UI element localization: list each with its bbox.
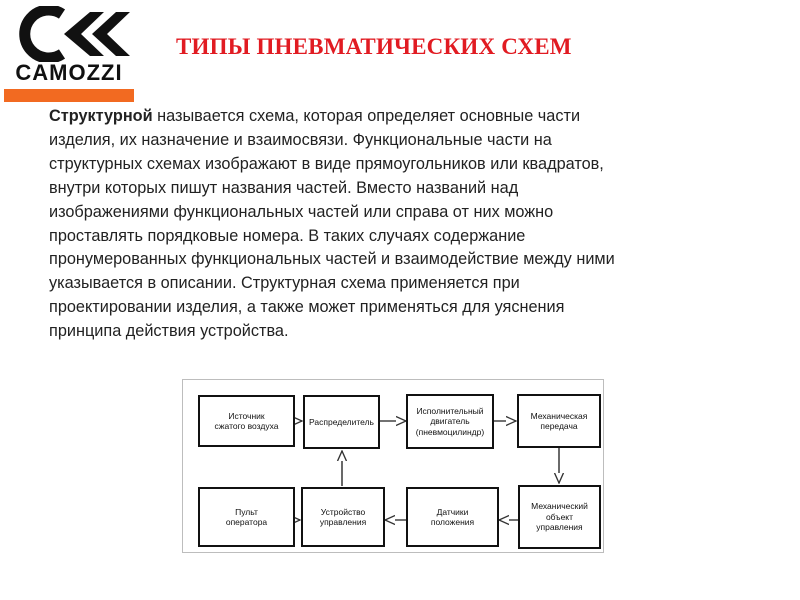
block-mechanical-controlled-object: Механический объект управления <box>518 485 601 549</box>
camozzi-emblem-icon <box>4 6 134 62</box>
paragraph-line: называется схема, которая определяет основные части <box>152 107 581 125</box>
camozzi-logo-text: CAMOZZI <box>15 60 123 85</box>
paragraph-line: проставлять порядковые номера. В таких случаях содержание <box>49 226 526 245</box>
block-position-sensors: Датчики положения <box>406 487 499 547</box>
camozzi-logo <box>4 6 134 102</box>
block-mechanical-transmission: Механическая передача <box>517 394 601 448</box>
paragraph-line: пронумерованных функциональных частей и взаимодействие между ними <box>49 250 615 269</box>
slide-title: ТИПЫ ПНЕВМАТИЧЕСКИХ СХЕМ <box>176 34 572 59</box>
structural-diagram <box>182 379 604 553</box>
block-compressed-air-source: Источник сжатого воздуха <box>198 395 295 447</box>
block-actuator: Исполнительный двигатель (пневмоцилиндр) <box>406 394 494 449</box>
paragraph-line: изделия, их назначение и взаимосвязи. Функциональные части на <box>49 130 552 149</box>
block-operator-panel: Пульт оператора <box>198 487 295 547</box>
paragraph-term: Структурной <box>49 107 153 125</box>
paragraph-line: изображениями функциональных частей или справа от них можно <box>49 202 554 221</box>
paragraph-line: структурных схемах изображают в виде прямоугольников или квадратов, <box>49 154 604 173</box>
paragraph-line: принципа действия устройства. <box>49 322 289 341</box>
block-control-unit: Устройство управления <box>301 487 385 547</box>
paragraph-line: указывается в описании. Структурная схема применяется при <box>49 274 520 293</box>
paragraph-line: проектировании изделия, а также может применяться для уяснения <box>49 298 565 317</box>
paragraph-line: внутри которых пишут названия частей. Вместо названий над <box>49 178 519 197</box>
logo-orange-bar <box>4 89 134 102</box>
definition-paragraph <box>49 105 749 344</box>
block-distributor: Распределитель <box>303 395 380 449</box>
